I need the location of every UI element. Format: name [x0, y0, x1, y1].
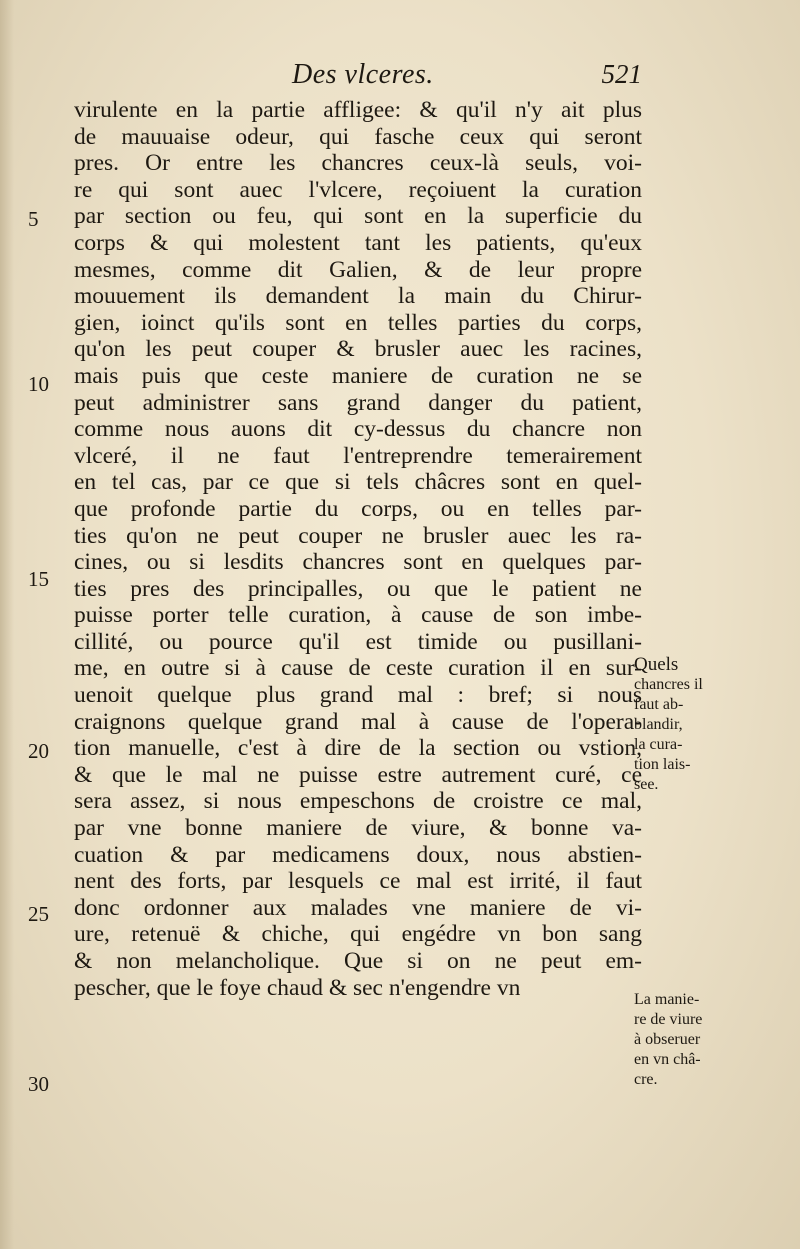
text-line: me, en outre si à cause de ceste curation il en sur- [74, 655, 642, 682]
margin-note-line: blandir, [634, 716, 683, 733]
margin-note-line: en vn châ- [634, 1051, 701, 1068]
body-text [74, 97, 642, 1001]
text-line: de mauuaise odeur, qui fasche ceux qui seront [74, 123, 642, 150]
text-line: ties pres des principalles, ou que le patient ne [74, 575, 642, 602]
margin-note-line: tion lais- [634, 756, 691, 773]
text-line: mouuement ils demandent la main du Chirur- [74, 283, 642, 310]
text-line: & non melancholique. Que si on ne peut em- [74, 948, 642, 974]
margin-note-line: cre. [634, 1071, 658, 1088]
line-number-25: 25 [28, 902, 49, 926]
text-line: que profonde partie du corps, ou en telles par- [74, 495, 642, 522]
margin-note-line: re de viure [634, 1011, 703, 1028]
text-line: cuation & par medicamens doux, nous abstien- [74, 841, 642, 868]
text-line: peut administrer sans grand danger du patient, [74, 389, 642, 416]
margin-note-quels-chancres [634, 655, 744, 795]
text-line: sera assez, si nous empeschons de croistre ce mal, [74, 788, 642, 815]
text-line: vlceré, il ne faut l'entreprendre temerairement [74, 442, 642, 469]
margin-note-line: Quels [634, 654, 679, 675]
text-line: qu'on les peut couper & brusler auec les racines, [74, 336, 642, 363]
text-line: virulente en la partie affligee: & qu'il n'y ait plus [74, 97, 642, 123]
text-line: uenoit quelque plus grand mal : bref; si nous [74, 682, 642, 709]
margin-note-line: faut ab- [634, 696, 684, 713]
text-line: ties qu'on ne peut couper ne brusler auec les ra- [74, 522, 642, 549]
text-line: par vne bonne maniere de viure, & bonne va- [74, 815, 642, 842]
text-line: re qui sont auec l'vlcere, reçoiuent la curation [74, 176, 642, 203]
page-binding-shadow [0, 0, 14, 1249]
text-line: puisse porter telle curation, à cause de son imbe- [74, 602, 642, 629]
text-line: en tel cas, par ce que si tels châcres sont en quel- [74, 469, 642, 496]
text-line: donc ordonner aux malades vne maniere de vi- [74, 894, 642, 921]
line-number-30: 30 [28, 1072, 49, 1096]
text-line: corps & qui molestent tant les patients, qu'eux [74, 229, 642, 256]
text-line: mesmes, comme dit Galien, & de leur propre [74, 256, 642, 283]
text-line: par section ou feu, qui sont en la superficie du [74, 203, 642, 230]
margin-note-line: La manie- [634, 991, 700, 1008]
text-line: pres. Or entre les chancres ceux-là seuls, voi- [74, 150, 642, 177]
line-number-5: 5 [28, 207, 39, 231]
page-number: 521 [601, 59, 642, 89]
text-line: comme nous auons dit cy-dessus du chancre non [74, 416, 642, 443]
line-number-10: 10 [28, 372, 49, 396]
margin-note-line: see. [634, 776, 659, 793]
text-line: gien, ioinct qu'ils sont en telles parties du corps, [74, 309, 642, 336]
margin-note-line: à obseruer [634, 1031, 701, 1048]
margin-note-maniere-de-viure [634, 990, 744, 1090]
margin-note-line: la cura- [634, 736, 683, 753]
text-line: mais puis que ceste maniere de curation ne se [74, 362, 642, 389]
text-line: ure, retenuë & chiche, qui engédre vn bon sang [74, 921, 642, 948]
running-title: Des vlceres. [292, 59, 434, 90]
text-line: nent des forts, par lesquels ce mal est irrité, il faut [74, 868, 642, 895]
text-line: pescher, que le foye chaud & sec n'engendre vn [74, 974, 521, 1001]
line-number-15: 15 [28, 567, 49, 591]
text-line: craignons quelque grand mal à cause de l'opera- [74, 708, 642, 735]
line-number-20: 20 [28, 739, 49, 763]
page-header [72, 57, 642, 97]
margin-note-line: chancres il [634, 676, 703, 693]
text-line: cillité, ou pource qu'il est timide ou pusillani- [74, 628, 642, 655]
text-line: cines, ou si lesdits chancres sont en quelques par- [74, 549, 642, 576]
text-line: tion manuelle, c'est à dire de la section ou vstion, [74, 735, 642, 762]
text-line: & que le mal ne puisse estre autrement curé, ce [74, 761, 642, 788]
